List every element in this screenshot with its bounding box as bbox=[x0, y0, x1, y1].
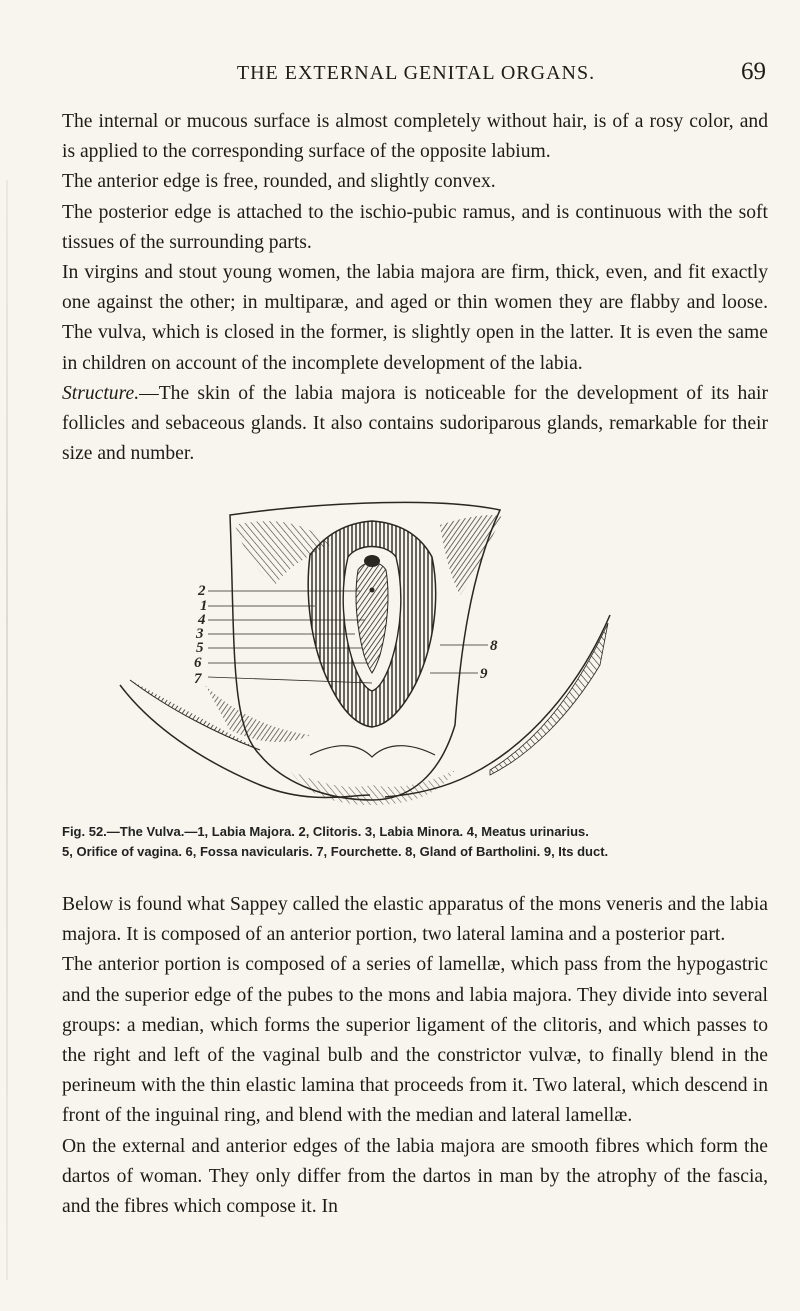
figure-label-7: 7 bbox=[194, 671, 202, 687]
top-text-block bbox=[62, 107, 768, 469]
figure-label-9: 9 bbox=[480, 666, 488, 682]
vulva-figure bbox=[110, 495, 710, 815]
paragraph: In virgins and stout young women, the labia majora are firm, thick, even, and fit exactly one against the other; in multiparæ, and aged or thin women they are flabby and loose. The vulva, which is closed in the former, is slightly open in the latter. It is even the same in children on account of the incomplete development of the labia. bbox=[62, 262, 768, 374]
running-head bbox=[62, 58, 770, 94]
structure-text: —The skin of the labia majora is noticeable for the development of its hair follicles and sebaceous glands. It also contains sudoriparous glands, remarkable for their size and number. bbox=[62, 382, 768, 465]
bottom-text-block bbox=[62, 890, 768, 1222]
paragraph: On the external and anterior edges of the labia majora are smooth fibres which form the dartos of woman. They only differ from the dartos in man by the atrophy of the fascia, and the fibres which compose it. In bbox=[62, 1135, 768, 1218]
page-edge-shadow bbox=[6, 180, 8, 1280]
figure-label-2: 2 bbox=[198, 583, 206, 599]
paragraph: The internal or mucous surface is almost completely without hair, is of a rosy color, and is applied to the corresponding surface of the opposite labium. bbox=[62, 111, 768, 163]
paragraph: The posterior edge is attached to the ischio-pubic ramus, and is continuous with the soft tissues of the surrounding parts. bbox=[62, 201, 768, 253]
caption-line: Fig. 52.—The Vulva.—1, Labia Majora. 2, Clitoris. 3, Labia Minora. 4, Meatus urinarius. bbox=[62, 824, 589, 839]
structure-paragraph bbox=[62, 379, 768, 470]
vulva-illustration bbox=[110, 495, 710, 815]
paragraph: The anterior edge is free, rounded, and slightly convex. bbox=[62, 171, 496, 193]
figure-label-6: 6 bbox=[194, 655, 202, 671]
caption-line: 5, Orifice of vagina. 6, Fossa navicularis. 7, Fourchette. 8, Gland of Bartholini. 9, Its duct. bbox=[62, 844, 609, 859]
figure-label-8: 8 bbox=[490, 638, 498, 654]
figure-label-5: 5 bbox=[196, 640, 204, 656]
paragraph: The anterior portion is composed of a series of lamellæ, which pass from the hypogastric and the superior edge of the pubes to the mons and labia majora. They divide into several groups: a median, which forms the superior ligament of the clitoris, and which passes to the right and left of the vaginal bulb and the constrictor vulvæ, to finally blend in the perineum with the thin elastic lamina that proceeds from it. Two lateral, which descend in front of the inguinal ring, and blend with the median and lateral lamellæ. bbox=[62, 954, 768, 1127]
page-number: 69 bbox=[741, 58, 766, 85]
figure-label-1: 1 bbox=[200, 598, 208, 614]
running-title: THE EXTERNAL GENITAL ORGANS. bbox=[236, 62, 596, 84]
structure-heading: Structure. bbox=[62, 382, 140, 404]
figure-caption bbox=[62, 822, 770, 862]
paragraph: Below is found what Sappey called the elastic apparatus of the mons veneris and the labia majora. It is composed of an anterior portion, two lateral lamina and a posterior part. bbox=[62, 894, 768, 946]
figure-label-4: 4 bbox=[198, 612, 206, 628]
figure-label-3: 3 bbox=[196, 626, 204, 642]
